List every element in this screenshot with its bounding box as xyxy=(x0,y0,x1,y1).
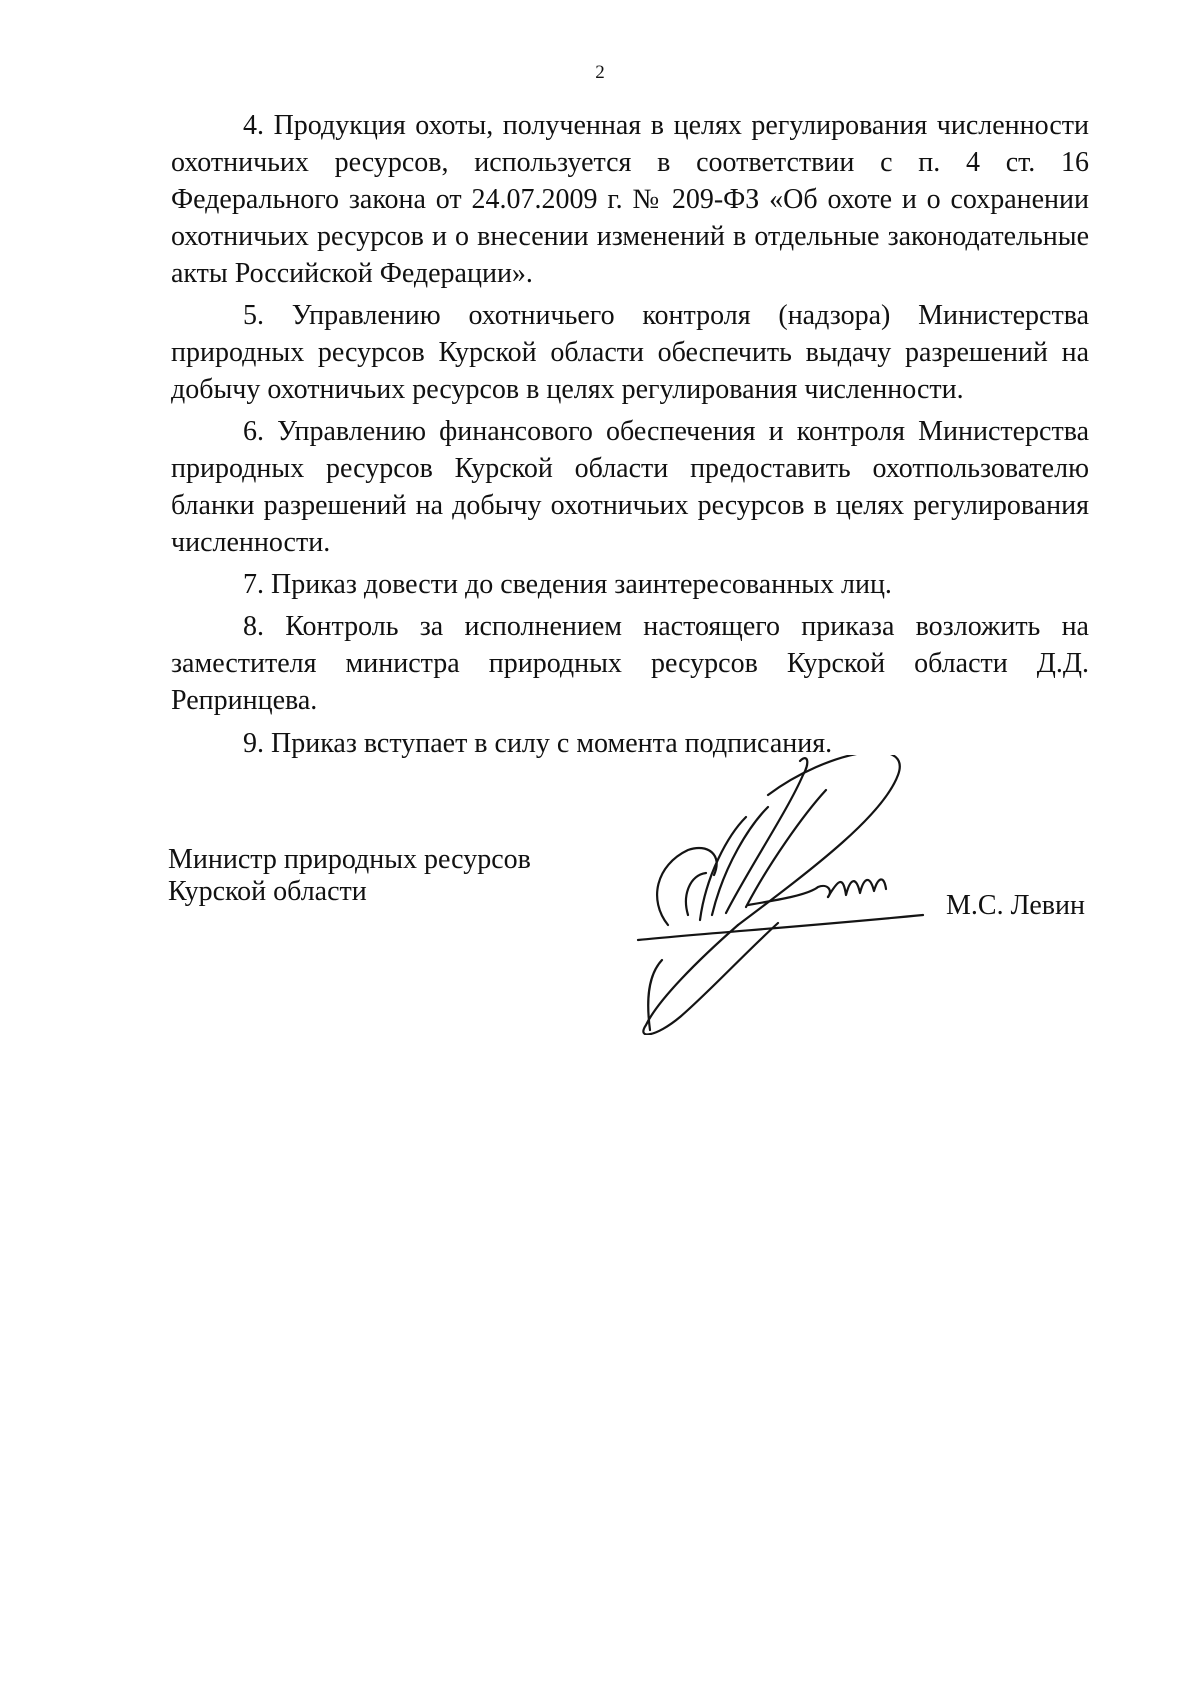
handwritten-signature xyxy=(628,755,928,1035)
page-number: 2 xyxy=(595,62,605,83)
paragraph-7: 7. Приказ довести до сведения заинтересованных лиц. xyxy=(243,569,892,600)
signatory-position xyxy=(168,844,531,908)
paragraph-4: 4. Продукция охоты, полученная в целях регулирования численности охотничьих ресурсов, используется в соответствии с п. 4 ст. 16 Федерального закона от 24.07.2009 г. № 209-ФЗ «Об охоте и о сохранении охотничьих ресурсов и о внесении изменений в отдельные законодательные акты Российской Федерации». xyxy=(171,110,1089,289)
paragraph-8: 8. Контроль за исполнением настоящего приказа возложить на заместителя министра природных ресурсов Курской области Д.Д. Репринцева. xyxy=(171,611,1089,716)
paragraph-6: 6. Управлению финансового обеспечения и контроля Министерства природных ресурсов Курской области предоставить охотпользователю бланки разрешений на добычу охотничьих ресурсов в целях регулирования численности. xyxy=(171,416,1089,558)
paragraph-9: 9. Приказ вступает в силу с момента подписания. xyxy=(243,728,833,759)
signatory-position-line-2: Курской области xyxy=(168,876,367,907)
paragraph-5: 5. Управлению охотничьего контроля (надзора) Министерства природных ресурсов Курской области обеспечить выдачу разрешений на добычу охотничьих ресурсов в целях регулирования численности. xyxy=(171,300,1089,405)
signatory-name: М.С. Левин xyxy=(946,890,1085,921)
signatory-position-line-1: Министр природных ресурсов xyxy=(168,844,531,875)
document-body xyxy=(171,107,1089,762)
